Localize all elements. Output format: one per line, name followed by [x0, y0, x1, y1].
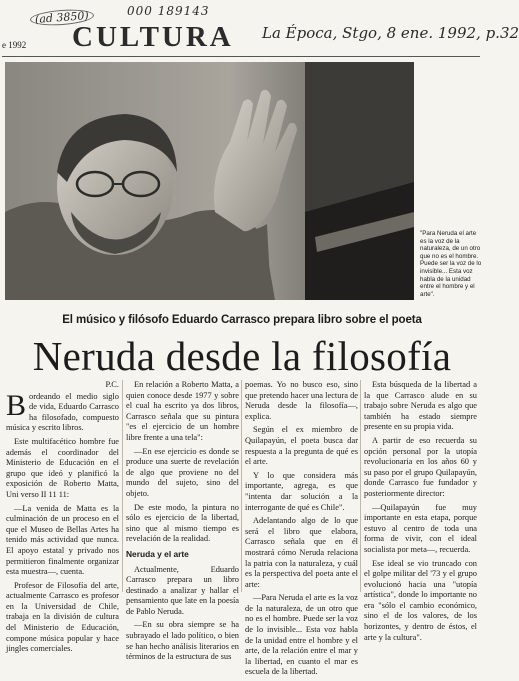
handwritten-code: 000 189143	[127, 4, 210, 18]
paragraph: Esta búsqueda de la libertad a la que Carrasco alude en su trabajo sobre Neruda es algo que también ha estado siempre presente en su propia vida.	[364, 380, 477, 432]
subheading: Neruda y el arte	[126, 548, 189, 559]
article-column-1	[6, 380, 119, 658]
dropcap: B	[6, 388, 27, 422]
column-divider	[360, 380, 361, 592]
section-title: CULTURA	[72, 21, 234, 53]
column-divider	[122, 380, 123, 592]
photo-caption: "Para Neruda el arte es la voz de la naturaleza, de un otro que no es el hombre. Puede ser la voz de lo invisible... Esta voz habla de la unidad entre el hombre y el arte".	[420, 230, 482, 298]
paragraph: En relación a Roberto Matta, a quien conoce desde 1977 y sobre el cual ha escrito ya dos libros, Carrasco señala que su pintura "es el ejercicio de un hombre libre frente a una tela":	[126, 380, 239, 442]
paragraph: poemas. Yo no busco eso, sino que pretendo hacer una lectura de Neruda desde la filosofía—, explica.	[245, 380, 358, 421]
paragraph: Profesor de Filosofía del arte, actualmente Carrasco es profesor en la Universidad de Chile, trabaja en la división de cultura del Ministerio de Educación, compone música popular y hace jingles comerciales.	[6, 580, 119, 654]
paragraph: A partir de eso recuerda su opción personal por la utopía revolucionaria en los años 60 y su paso por el grupo Quilapayún, donde Carrasco fue fundador y posteriormente director:	[364, 435, 477, 498]
byline: P.C.	[105, 380, 119, 389]
paragraph: —La venida de Matta es la culminación de un proceso en el que el Museo de Bellas Artes ha tenido más actividad que nunca. El apoyo estatal y privado nos permitieron finalmente organizar esta muestra—, cuenta.	[6, 503, 119, 577]
year-fragment: e 1992	[2, 40, 27, 50]
paragraph: —En su obra siempre se ha subrayado el lado político, o bien se han hecho análisis literarios en términos de la estructura de sus	[126, 620, 239, 662]
paragraph: Y lo que considera más importante, agrega, es que "intenta dar solución a la interrogante de qué es Chile".	[245, 470, 358, 512]
paragraph: —Quilapayún fue muy importante en esta etapa, porque estuvo al centro de toda una forma de vivir, con el ideal socialista por meta—, recuerda.	[364, 502, 477, 554]
paragraph: Este multifacético hombre fue además el coordinador del Ministerio de Educación en el grupo que ideó y planificó la exposición de Roberto Matta, Uni verso II 11 11:	[6, 436, 119, 499]
photo-illustration	[5, 62, 414, 300]
masthead-rule	[2, 56, 480, 57]
paragraph	[6, 388, 119, 434]
article-photo	[5, 62, 414, 300]
paragraph: Adelantando algo de lo que será el libro que elabora, Carrasco señala que en él mostrará cómo Neruda relaciona la patria con la naturaleza, y cuál es la perspectiva del poeta ante el arte:	[245, 516, 358, 589]
paragraph: —En ese ejercicio es donde se produce una suerte de revelación de algo que proviene no del mundo del sujeto, sino del objeto.	[126, 446, 239, 498]
article-column-2	[126, 380, 239, 666]
article-column-3	[245, 380, 358, 681]
paragraph: Actualmente, Eduardo Carrasco prepara un libro destinado a analizar y hallar el pensamiento que late en la poesía de Pablo Neruda.	[126, 564, 239, 616]
paragraph: De este modo, la pintura no sólo es ejercicio de la libertad, sino que al mismo tiempo es revelación de la realidad.	[126, 502, 239, 544]
handwritten-source: La Época, Stgo, 8 ene. 1992, p.32	[262, 24, 519, 42]
paragraph-text: ordeando el medio siglo de vida, Eduardo Carrasco ha filosofado, compuesto música y escrito libros.	[6, 391, 119, 433]
paragraph: Según el ex miembro de Quilapayún, el poeta busca dar respuesta a la pregunta de qué es el arte.	[245, 425, 358, 467]
handwritten-reference: (ad 3850)	[30, 8, 95, 27]
kicker: El músico y filósofo Eduardo Carrasco prepara libro sobre el poeta	[62, 314, 422, 326]
paragraph: Ese ideal se vio truncado con el golpe militar del '73 y el grupo evolucionó hacia una "utopía artística", donde lo importante no era "sólo el cambio económico, sino el de los valores, de los horizontes, y dentro de éstos, el arte y la cultura".	[364, 558, 477, 642]
column-divider	[241, 380, 242, 592]
headline: Neruda desde la filosofía	[32, 333, 452, 379]
article-column-4	[364, 380, 477, 646]
paragraph: —Para Neruda el arte es la voz de la naturaleza, de un otro que no es el hombre. Puede ser la voz de lo invisible... Esta voz habla de la unidad entre el hombre y el arte, de la relación entre el mar y la libertad, en cuanto el mar es escuela de la libertad.	[245, 593, 358, 677]
